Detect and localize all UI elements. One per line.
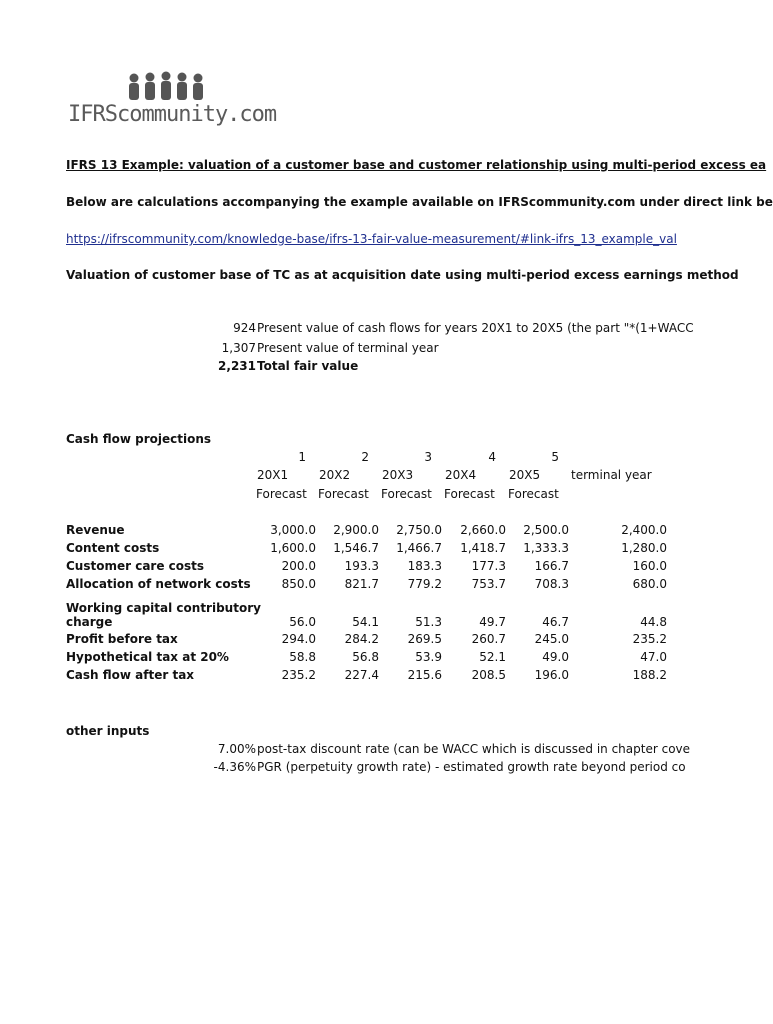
row-value: 269.5 — [407, 632, 442, 646]
row-value: 1,600.0 — [270, 541, 316, 555]
row-value: 200.0 — [281, 559, 316, 573]
row-value: 166.7 — [534, 559, 569, 573]
row-value: 54.1 — [352, 615, 379, 629]
input-label: PGR (perpetuity growth rate) - estimated growth rate beyond period co — [257, 760, 686, 774]
row-value: 56.8 — [352, 650, 379, 664]
summary-label: Present value of cash flows for years 20X1 to 20X5 (the part "*(1+WACC — [257, 321, 694, 335]
row-value: 49.7 — [479, 615, 506, 629]
row-value: 284.2 — [344, 632, 379, 646]
row-value: 294.0 — [281, 632, 316, 646]
row-label: Hypothetical tax at 20% — [66, 650, 229, 664]
row-value: 235.2 — [281, 668, 316, 682]
row-value: 1,418.7 — [460, 541, 506, 555]
row-value: 3,000.0 — [270, 523, 316, 537]
period-number: 2 — [361, 450, 369, 464]
input-value: 7.00% — [217, 742, 256, 756]
ifrscommunity-logo[interactable] — [68, 72, 277, 134]
forecast-label: Forecast — [444, 487, 495, 501]
document-title: IFRS 13 Example: valuation of a customer base and customer relationship using multi-period excess ea — [66, 158, 767, 172]
other-inputs-title: other inputs — [66, 724, 150, 738]
input-value: -4.36% — [213, 760, 256, 774]
example-link[interactable]: https://ifrscommunity.com/knowledge-base/ifrs-13-fair-value-measurement/#link-ifrs_13_example_val — [66, 232, 677, 246]
projections-title: Cash flow projections — [66, 432, 212, 446]
row-label: Allocation of network costs — [66, 577, 251, 591]
logo-text: IFRScommunity.com — [68, 102, 277, 127]
row-value: 51.3 — [415, 615, 442, 629]
row-label: Content costs — [66, 541, 160, 555]
intro-text: Below are calculations accompanying the example available on IFRScommunity.com under direct link be — [66, 195, 773, 209]
forecast-label: Forecast — [508, 487, 559, 501]
row-value: 2,900.0 — [333, 523, 379, 537]
row-value: 708.3 — [534, 577, 569, 591]
row-value: 1,466.7 — [396, 541, 442, 555]
summary-label: Total fair value — [257, 359, 359, 373]
row-value: 850.0 — [281, 577, 316, 591]
forecast-label: Forecast — [256, 487, 307, 501]
year-header: 20X1 — [257, 468, 289, 482]
row-label: Profit before tax — [66, 632, 178, 646]
summary-value: 1,307 — [221, 341, 256, 355]
row-value: 44.8 — [640, 615, 667, 629]
row-value: 2,500.0 — [523, 523, 569, 537]
row-value: 753.7 — [471, 577, 506, 591]
forecast-label: Forecast — [318, 487, 369, 501]
row-value: 193.3 — [344, 559, 379, 573]
row-value: 680.0 — [632, 577, 667, 591]
row-value: 227.4 — [344, 668, 379, 682]
summary-value: 924 — [233, 321, 256, 335]
period-number: 5 — [551, 450, 559, 464]
row-label: Revenue — [66, 523, 125, 537]
row-value: 245.0 — [534, 632, 569, 646]
row-label: Customer care costs — [66, 559, 205, 573]
summary-value: 2,231 — [218, 359, 256, 373]
row-value: 215.6 — [407, 668, 442, 682]
row-value: 779.2 — [407, 577, 442, 591]
row-value: 196.0 — [534, 668, 569, 682]
row-value: 2,660.0 — [460, 523, 506, 537]
row-value: 52.1 — [479, 650, 506, 664]
forecast-label: Forecast — [381, 487, 432, 501]
row-value: 188.2 — [632, 668, 667, 682]
row-value: 53.9 — [415, 650, 442, 664]
row-value: 177.3 — [471, 559, 506, 573]
row-value: 2,400.0 — [621, 523, 667, 537]
row-value: 160.0 — [632, 559, 667, 573]
year-header: 20X4 — [445, 468, 477, 482]
row-value: 235.2 — [632, 632, 667, 646]
row-value: 260.7 — [471, 632, 506, 646]
row-value: 46.7 — [542, 615, 569, 629]
period-number: 3 — [424, 450, 432, 464]
input-label: post-tax discount rate (can be WACC which is discussed in chapter cove — [257, 742, 691, 756]
row-value: 208.5 — [471, 668, 506, 682]
row-value: 1,546.7 — [333, 541, 379, 555]
row-label: charge — [66, 615, 113, 629]
year-header: 20X3 — [382, 468, 414, 482]
year-header: terminal year — [571, 468, 652, 482]
period-number: 1 — [298, 450, 306, 464]
row-value: 2,750.0 — [396, 523, 442, 537]
row-value: 58.8 — [289, 650, 316, 664]
row-value: 49.0 — [542, 650, 569, 664]
year-header: 20X2 — [319, 468, 351, 482]
section-heading: Valuation of customer base of TC as at acquisition date using multi-period excess earnings method — [66, 268, 739, 282]
row-label: Working capital contributory — [66, 601, 261, 615]
period-number: 4 — [488, 450, 496, 464]
row-label: Cash flow after tax — [66, 668, 195, 682]
people-group-icon — [126, 72, 206, 100]
row-value: 1,280.0 — [621, 541, 667, 555]
row-value: 1,333.3 — [523, 541, 569, 555]
row-value: 821.7 — [344, 577, 379, 591]
summary-label: Present value of terminal year — [257, 341, 439, 355]
row-value: 56.0 — [289, 615, 316, 629]
row-value: 47.0 — [640, 650, 667, 664]
row-value: 183.3 — [407, 559, 442, 573]
year-header: 20X5 — [509, 468, 541, 482]
